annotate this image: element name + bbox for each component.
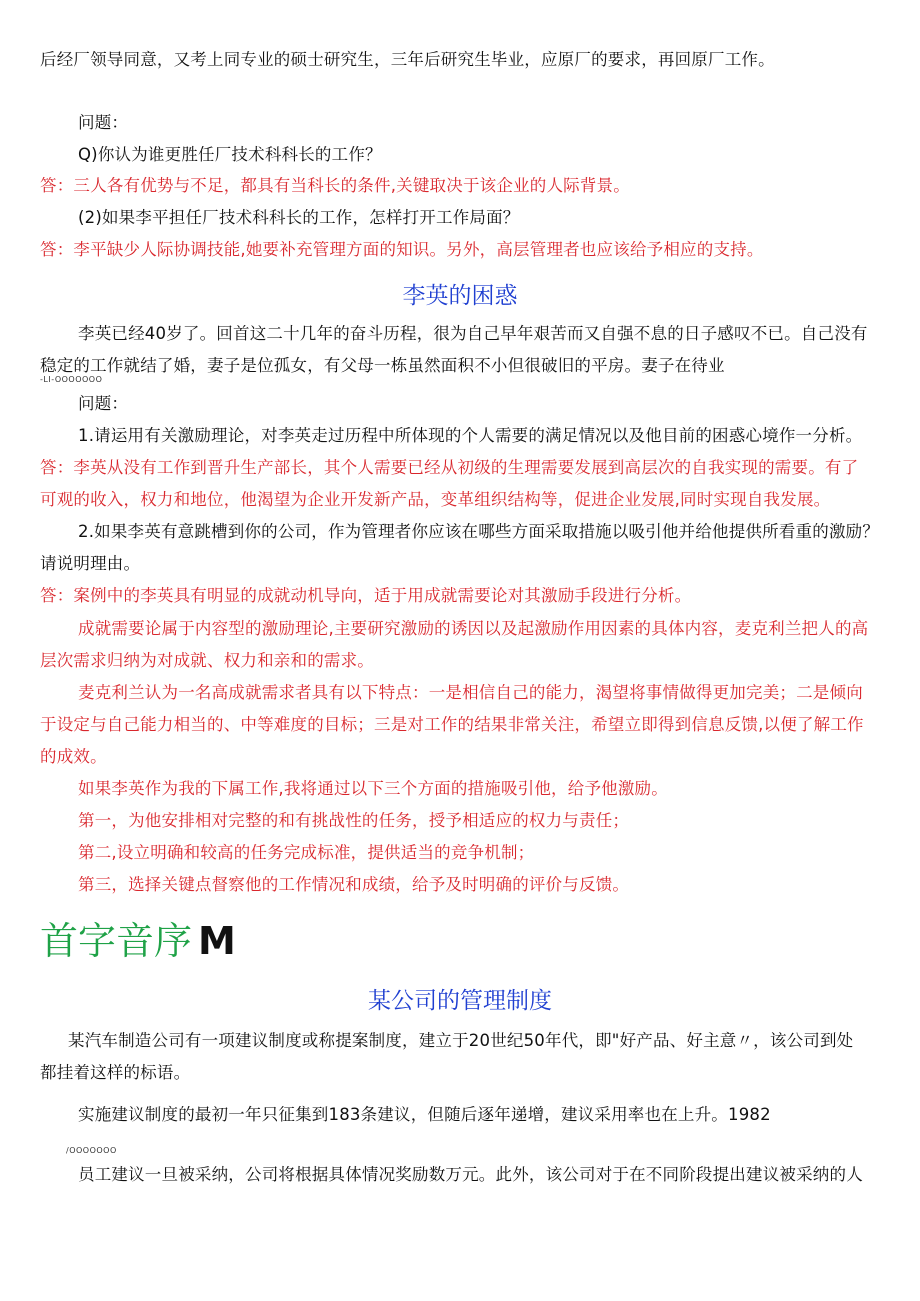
paragraph-line: 李英已经40岁了。回首这二十几年的奋斗历程，很为自己早年艰苦而又自强不息的日子感叹不已。自己没有: [78, 324, 868, 343]
case-heading-management: 某公司的管理制度: [368, 988, 552, 1014]
case-heading-li-ying: 李英的困惑: [402, 283, 518, 309]
answer-item-3: 第三，选择关键点督察他的工作情况和成绩，给予及时明确的评价与反馈。: [78, 875, 630, 894]
question-1: Q)你认为谁更胜任厂技术科科长的工作？: [78, 145, 382, 164]
answer-paragraph-cont: 的成效。: [40, 747, 107, 766]
question-label: 问题：: [78, 113, 129, 132]
answer-paragraph: 如果李英作为我的下属工作,我将通过以下三个方面的措施吸引他，给予他激励。: [78, 779, 668, 798]
paragraph-line: 某汽车制造公司有一项建议制度或称提案制度，建立于20世纪50年代，即"好产品、好主意〃，该公司到处: [68, 1031, 854, 1050]
answer-item-2: 第二,设立明确和较高的任务完成标准，提供适当的竞争机制；: [78, 843, 535, 862]
question-2: 2.如果李英有意跳槽到你的公司，作为管理者你应该在哪些方面采取措施以吸引他并给他提供所看重的激励？: [78, 522, 880, 541]
section-title-text: 首字音序: [40, 919, 193, 963]
question-label: 问题：: [78, 394, 129, 413]
question-1: 1.请运用有关激励理论，对李英走过历程中所体现的个人需要的满足情况以及他目前的困惑心境作一分析。: [78, 426, 863, 445]
answer-paragraph: 麦克利兰认为一名高成就需求者具有以下特点：一是相信自己的能力，渴望将事情做得更加完美；二是倾向: [78, 683, 863, 702]
paragraph-line: 后经厂领导同意，又考上同专业的硕士研究生，三年后研究生毕业，应原厂的要求，再回原厂工作。: [40, 50, 775, 69]
placeholder-marker: -LI-OOOOOOO: [40, 375, 103, 384]
question-2-cont: 请说明理由。: [40, 554, 141, 573]
index-section-title: [40, 917, 236, 965]
placeholder-marker: /OOOOOOO: [66, 1146, 117, 1155]
answer-paragraph: 成就需要论属于内容型的激励理论,主要研究激励的诱因以及起激励作用因素的具体内容，麦克利兰把人的高: [78, 619, 869, 638]
paragraph-line: 员工建议一旦被采纳，公司将根据具体情况奖励数万元。此外，该公司对于在不同阶段提出建议被采纳的人: [78, 1165, 863, 1184]
answer-item-1: 第一，为他安排相对完整的和有挑战性的任务，授予相适应的权力与责任；: [78, 811, 630, 830]
answer-paragraph-cont: 于设定与自己能力相当的、中等难度的目标；三是对工作的结果非常关注，希望立即得到信息反馈,以便了解工作: [40, 715, 864, 734]
answer-2: 答：李平缺少人际协调技能,她要补充管理方面的知识。另外，高层管理者也应该给予相应的支持。: [40, 240, 764, 259]
question-2: (2)如果李平担任厂技术科科长的工作，怎样打开工作局面？: [78, 208, 520, 227]
answer-1: 答：李英从没有工作到晋升生产部长，其个人需要已经从初级的生理需要发展到高层次的自我实现的需要。有了: [40, 458, 859, 477]
answer-1: 答：三人各有优势与不足，都具有当科长的条件,关键取决于该企业的人际背景。: [40, 176, 630, 195]
section-letter: M: [198, 919, 236, 963]
answer-2: 答：案例中的李英具有明显的成就动机导向，适于用成就需要论对其激励手段进行分析。: [40, 586, 692, 605]
paragraph-line: 实施建议制度的最初一年只征集到183条建议，但随后逐年递增，建议采用率也在上升。1982: [78, 1105, 771, 1124]
answer-1-cont: 可观的收入，权力和地位，他渴望为企业开发新产品，变革组织结构等，促进企业发展,同时实现自我发展。: [40, 490, 831, 509]
paragraph-line: 都挂着这样的标语。: [40, 1063, 191, 1082]
answer-paragraph-cont: 层次需求归纳为对成就、权力和亲和的需求。: [40, 651, 374, 670]
paragraph-line: 稳定的工作就结了婚，妻子是位孤女，有父母一栋虽然面积不小但很破旧的平房。妻子在待业: [40, 356, 725, 375]
